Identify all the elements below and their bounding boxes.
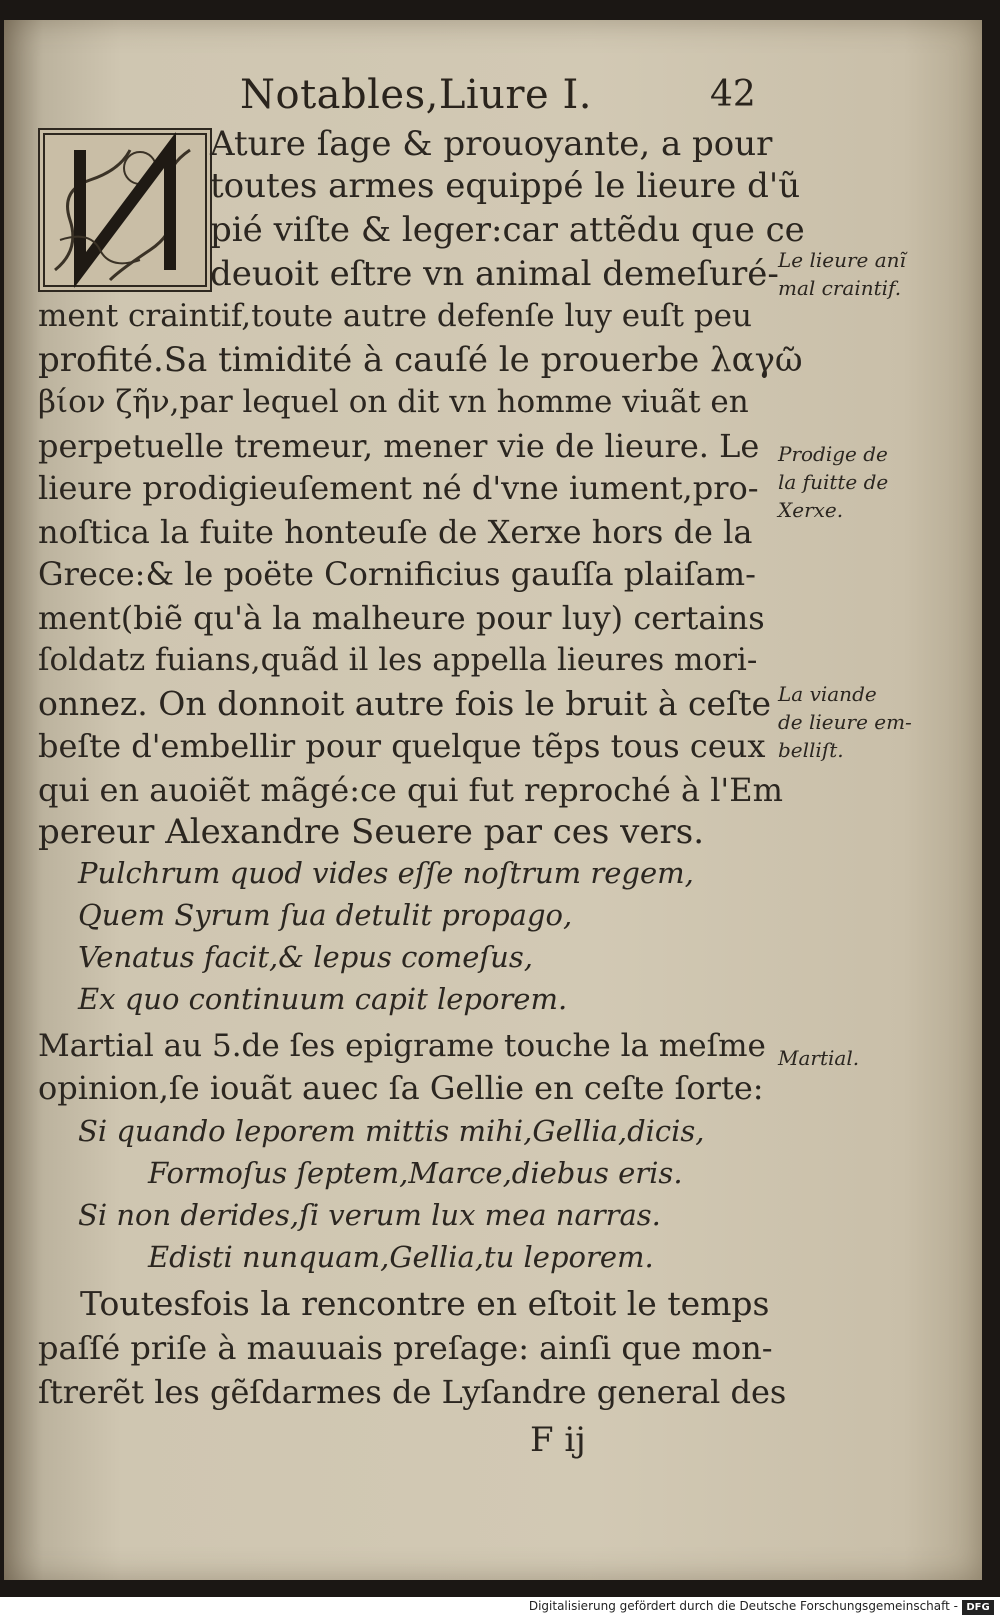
- margin-note: belliſt.: [778, 738, 844, 762]
- text-line: Martial au 5.de ſes epigrame touche la meſme: [38, 1028, 766, 1064]
- text-line: Grece:& le poëte Cornificius gauſſa plaiſam-: [38, 555, 756, 593]
- verse-line: Formoſus ſeptem,Marce,diebus eris.: [148, 1156, 683, 1190]
- text-line: qui en auoiẽt mãgé:ce qui fut reproché à l'Em: [38, 771, 783, 809]
- running-title: Notables,Liure I.: [240, 72, 592, 118]
- margin-note: Xerxe.: [778, 498, 844, 522]
- verse-line: Pulchrum quod vides eſſe noſtrum regem,: [78, 856, 694, 890]
- text-line: paſſé priſe à mauuais preſage: ainſi que mon-: [38, 1329, 773, 1367]
- verse-line: Ex quo continuum capit leporem.: [78, 982, 568, 1016]
- decorated-initial: [38, 128, 212, 292]
- signature-mark: F ij: [530, 1420, 586, 1460]
- text-line: ment craintif,toute autre defenſe luy euſt peu: [38, 298, 752, 334]
- text-line: toutes armes equippé le lieure d'ũ: [210, 166, 801, 206]
- text-line: opinion,ſe iouãt auec ſa Gellie en ceſte ſorte:: [38, 1069, 764, 1107]
- margin-note: la fuitte de: [778, 470, 889, 494]
- text-line: beſte d'embellir pour quelque tẽps tous ceux: [38, 727, 766, 765]
- verse-line: Venatus facit,& lepus comeſus,: [78, 940, 533, 974]
- text-line: Ature ſage & prouoyante, a pour: [210, 124, 773, 164]
- text-line: perpetuelle tremeur, mener vie de lieure. Le: [38, 427, 760, 465]
- text-line: ſoldatz fuians,quãd il les appella lieures mori-: [38, 642, 758, 678]
- verse-line: Edisti nunquam,Gellia,tu leporem.: [148, 1240, 654, 1274]
- verse-line: Quem Syrum ſua detulit propago,: [78, 898, 573, 932]
- text-line: pié viſte & leger:car attẽdu que ce: [210, 210, 805, 250]
- verse-line: Si non derides,ſi verum lux mea narras.: [78, 1198, 661, 1232]
- text-line: lieure prodigieuſement né d'vne iument,pro-: [38, 469, 759, 507]
- initial-letter-n-image: [40, 130, 210, 290]
- footer-bar: [0, 1597, 1000, 1619]
- text-line: noſtica la fuite honteuſe de Xerxe hors de la: [38, 513, 753, 551]
- text-line: onnez. On donnoit autre fois le bruit à ceſte: [38, 684, 771, 723]
- text-line: profité.Sa timidité à cauſé le prouerbe λαγῶ: [38, 340, 803, 380]
- text-line: βίον ζῆν,par lequel on dit vn homme viuãt en: [38, 384, 749, 420]
- margin-note: Martial.: [778, 1046, 860, 1070]
- margin-note: La viande: [778, 682, 877, 706]
- page-header: [0, 72, 1000, 122]
- folio-number: 42: [710, 74, 756, 115]
- text-line: ment(biẽ qu'à la malheure pour luy) certains: [38, 599, 765, 637]
- text-line: deuoit eſtre vn animal demeſuré-: [210, 254, 779, 294]
- margin-note: Prodige de: [778, 442, 888, 466]
- text-line: Toutesfois la rencontre en eſtoit le temps: [80, 1284, 770, 1323]
- margin-note: mal craintif.: [778, 276, 902, 300]
- text-line: ſtrerẽt les gẽſdarmes de Lyſandre general des: [38, 1373, 787, 1411]
- dfg-logo: DFG: [962, 1600, 994, 1615]
- funding-credit: Digitalisierung gefördert durch die Deutsche Forschungsgemeinschaft -: [528, 1599, 958, 1613]
- margin-note: de lieure em-: [778, 710, 912, 734]
- text-line: pereur Alexandre Seuere par ces vers.: [38, 812, 705, 852]
- margin-note: Le lieure anĩ: [778, 248, 906, 272]
- verse-line: Si quando leporem mittis mihi,Gellia,dicis,: [78, 1114, 705, 1148]
